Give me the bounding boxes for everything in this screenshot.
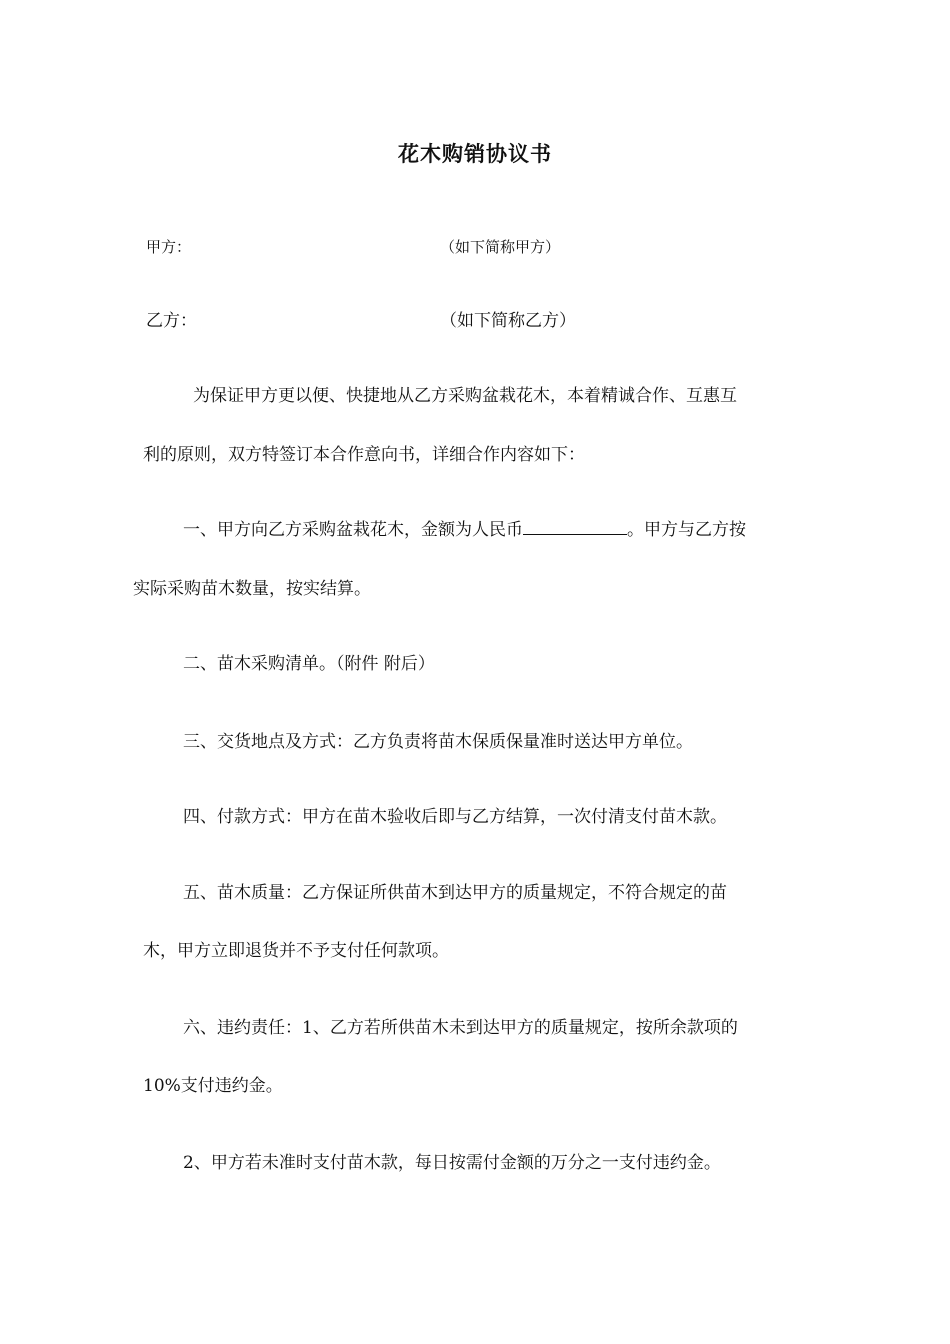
clause-3: 三、交货地点及方式：乙方负责将苗木保质保量准时送达甲方单位。 [183, 732, 693, 752]
clause-4: 四、付款方式：甲方在苗木验收后即与乙方结算，一次付清支付苗木款。 [183, 807, 727, 827]
intro-line-2: 利的原则，双方特签订本合作意向书，详细合作内容如下： [143, 445, 585, 465]
party-a-label: 甲方： [146, 238, 192, 256]
clause-5-line-1: 五、苗木质量：乙方保证所供苗木到达甲方的质量规定，不符合规定的苗 [183, 883, 727, 903]
clause-1-line-2: 实际采购苗木数量，按实结算。 [133, 579, 371, 599]
clause-2: 二、苗木采购清单。（附件 附后） [183, 654, 435, 674]
document-title: 花木购销协议书 [398, 141, 552, 166]
clause-1-text-before: 一、甲方向乙方采购盆栽花木，金额为人民币 [183, 520, 523, 540]
amount-blank [523, 519, 627, 535]
clause-6-line-1: 六、违约责任：1、乙方若所供苗木未到达甲方的质量规定，按所余款项的 [183, 1018, 738, 1038]
party-a-note: （如下简称甲方） [440, 238, 561, 256]
party-b-note: （如下简称乙方） [440, 311, 576, 331]
clause-1-text-after: 。甲方与乙方按 [627, 520, 746, 540]
party-b-label: 乙方： [146, 311, 197, 331]
clause-1-line-1 [183, 518, 746, 542]
intro-line-1: 为保证甲方更以便、快捷地从乙方采购盆栽花木，本着精诚合作、互惠互 [193, 386, 737, 406]
clause-5-line-2: 木，甲方立即退货并不予支付任何款项。 [143, 941, 449, 961]
clause-6-line-2: 10%支付违约金。 [143, 1076, 283, 1096]
clause-6-item-2: 2、甲方若未准时支付苗木款，每日按需付金额的万分之一支付违约金。 [183, 1153, 721, 1173]
